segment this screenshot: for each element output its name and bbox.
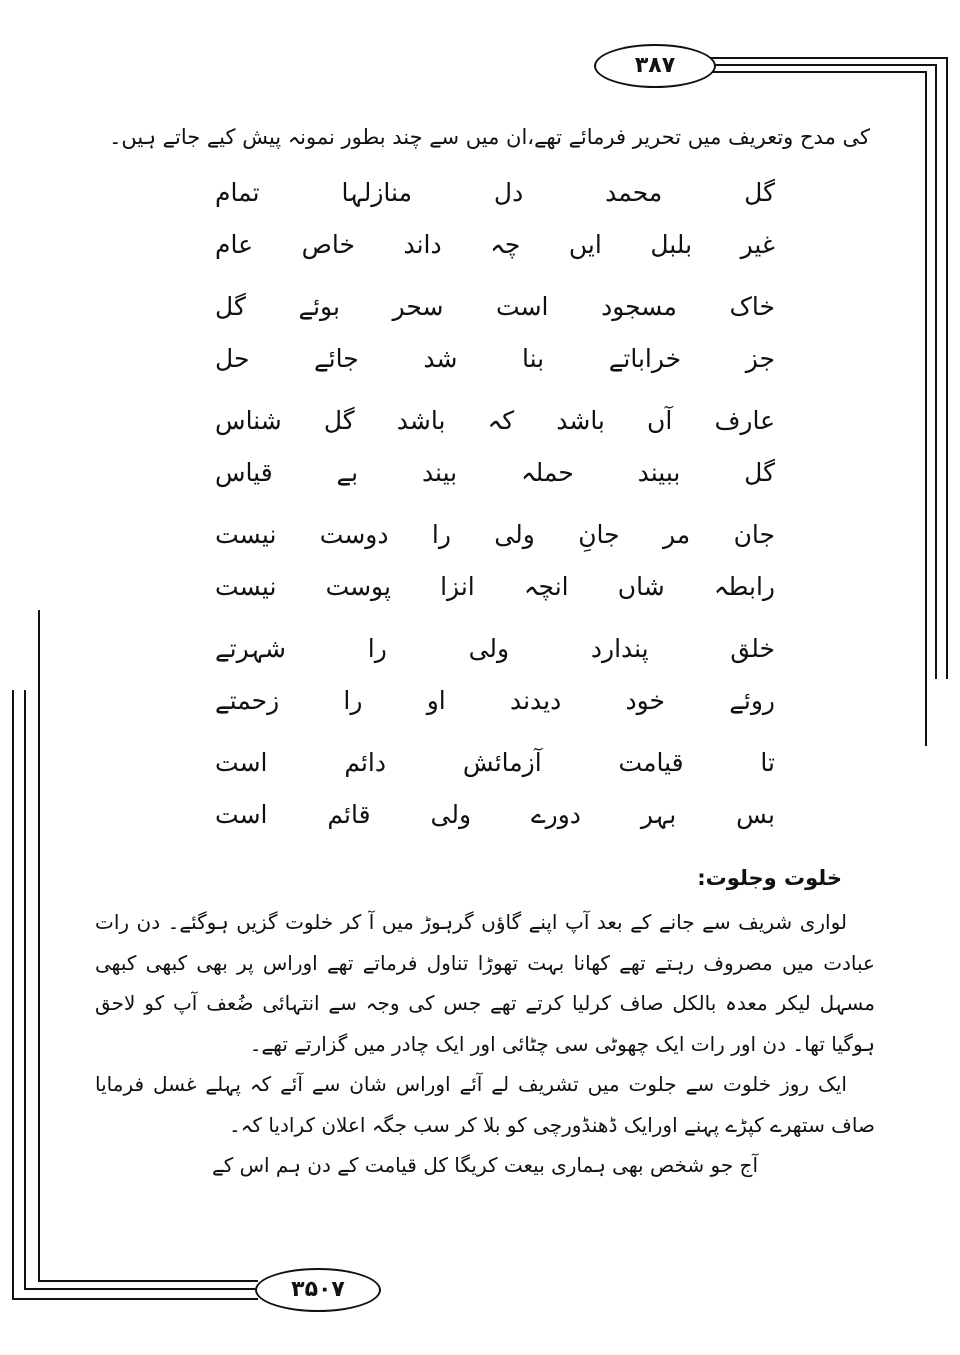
poem-word: باشد — [396, 405, 446, 435]
poem-word: منازلہا — [341, 177, 412, 207]
frame-left-line-3 — [38, 610, 40, 1282]
poem-word: را — [343, 685, 363, 715]
section-heading: خلوت وجلوت: — [697, 866, 842, 890]
poem-word: جائے — [314, 343, 359, 373]
poem-word: را — [431, 519, 451, 549]
poem-word: محمد — [605, 177, 663, 207]
paragraph-2: ایک روز خلوت سے جلوت میں تشریف لے آئے اوراس شان سے آئے کہ پہلے غسل فرمایا صاف ستھرے کپڑے پہنے اورایک ڈھنڈورچی کو بلا کر سب جگہ اعلان کرادیا کہ۔ — [95, 1072, 875, 1137]
poem-word: گل — [744, 457, 775, 487]
poem-word: ایں — [568, 229, 602, 259]
poem-word: خود — [625, 685, 665, 715]
poem-line — [215, 674, 775, 726]
poem-word: ولی — [468, 633, 510, 663]
poem-word: غیر — [740, 229, 775, 259]
frame-top-line-1 — [700, 57, 948, 59]
poem-word: تمام — [215, 177, 260, 207]
poem-word: عام — [215, 229, 254, 259]
poem-word: باشد — [556, 405, 605, 435]
poem-stanza — [215, 736, 775, 840]
poem-word: پوست — [325, 571, 391, 601]
poem-word: نیست — [215, 571, 277, 601]
poem-word: آزمائش — [462, 747, 542, 777]
poem-word: شناس — [215, 405, 282, 435]
poem-word: گل — [323, 405, 355, 435]
poem-word: است — [496, 291, 549, 321]
poem-word: قیاس — [215, 457, 273, 487]
poem-line — [215, 446, 775, 498]
poem-word: بس — [736, 799, 775, 829]
section-body — [95, 902, 875, 1186]
frame-left-line-2 — [24, 690, 26, 1290]
poem-word: رابطہ — [713, 571, 775, 601]
poem-line — [215, 218, 775, 270]
poem-word: خلق — [730, 633, 775, 663]
poem-line — [215, 332, 775, 384]
poem-word: عارف — [714, 405, 775, 435]
poem-word: چہ — [490, 229, 521, 259]
poem-word: بیند — [421, 457, 458, 487]
frame-top-line-2 — [706, 64, 937, 66]
poem-word: روئے — [729, 685, 775, 715]
poem-line — [215, 622, 775, 674]
frame-top-line-3 — [712, 71, 927, 73]
poem-word: جز — [745, 343, 775, 373]
poem-line — [215, 508, 775, 560]
poem-word: ولی — [430, 799, 472, 829]
poem-line — [215, 560, 775, 612]
poem-word: قیامت — [618, 747, 684, 777]
frame-left-line-1 — [12, 690, 14, 1300]
poem-word: دیدند — [509, 685, 562, 715]
poem-word: خاک — [729, 291, 775, 321]
poem-word: گل — [744, 177, 775, 207]
poem-word: شہرتے — [215, 633, 286, 663]
poem-word: جانِ — [578, 519, 620, 549]
poem-word: را — [367, 633, 387, 663]
poem-word: مسجود — [601, 291, 677, 321]
frame-right-line-2 — [935, 64, 937, 679]
poem-word: انزا — [440, 571, 475, 601]
poem-word: جان — [733, 519, 775, 549]
poem-word: دورے — [530, 799, 581, 829]
poem-stanza — [215, 508, 775, 612]
poem-word: سحر — [392, 291, 444, 321]
poem-word: بہر — [640, 799, 677, 829]
paragraph-1: لواری شریف سے جانے کے بعد آپ اپنے گاؤں گرہوڑ میں آ کر خلوت گزیں ہوگئے۔ دن رات عبادت میں مصروف رہتے تھے کھانا بہت تھوڑا تناول فرماتے تھے اوراس پر بھی کبھی کبھی مسہل لیکر معدہ بالکل صاف کرلیا کرتے تھے جس کی وجہ سے انتہائی ضُعف آپ کو لاحق ہوگیا تھا۔ دن اور رات ایک چھوٹی سی چٹائی اور ایک چادر میں گزارتے تھے۔ — [95, 910, 875, 1056]
poem-word: حملہ — [520, 457, 574, 487]
poem-word: نیست — [215, 519, 277, 549]
poem-word: زحمتے — [215, 685, 280, 715]
persian-poem — [215, 166, 775, 846]
page-number-top: ۳۸۷ — [594, 44, 716, 88]
poem-stanza — [215, 166, 775, 270]
poem-word: بلبل — [650, 229, 693, 259]
poem-word: انچہ — [523, 571, 569, 601]
poem-word: شاں — [617, 571, 665, 601]
page-number-bottom: ۳۵۰۷ — [255, 1268, 381, 1312]
poem-word: کہ — [487, 405, 515, 435]
poem-word: بنا — [522, 343, 545, 373]
poem-word: شد — [423, 343, 458, 373]
poem-line — [215, 166, 775, 218]
frame-right-line-3 — [925, 71, 927, 746]
poem-line — [215, 736, 775, 788]
poem-stanza — [215, 280, 775, 384]
poem-word: او — [426, 685, 446, 715]
poem-word: پندارد — [590, 633, 649, 663]
poem-word: ببیند — [637, 457, 681, 487]
frame-bottom-line-2 — [24, 1288, 258, 1290]
poem-word: است — [215, 799, 268, 829]
frame-bottom-line-3 — [12, 1298, 258, 1300]
poem-word: است — [215, 747, 268, 777]
poem-word: آں — [647, 405, 673, 435]
poem-word: خراباتے — [608, 343, 682, 373]
poem-word: داند — [403, 229, 442, 259]
poem-word: گل — [215, 291, 246, 321]
poem-word: خاص — [301, 229, 355, 259]
paragraph-3: آج جو شخص بھی ہماری بیعت کریگا کل قیامت کے دن ہم اس کے — [211, 1153, 759, 1177]
poem-word: مر — [663, 519, 691, 549]
poem-stanza — [215, 622, 775, 726]
poem-word: دائم — [344, 747, 387, 777]
poem-stanza — [215, 394, 775, 498]
poem-line — [215, 394, 775, 446]
poem-word: تا — [760, 747, 775, 777]
poem-word: ولی — [494, 519, 535, 549]
poem-line — [215, 280, 775, 332]
poem-word: بے — [336, 457, 359, 487]
poem-word: بوئے — [298, 291, 340, 321]
poem-word: دل — [493, 177, 524, 207]
poem-word: دوست — [319, 519, 389, 549]
poem-word: حل — [215, 343, 250, 373]
poem-line — [215, 788, 775, 840]
frame-bottom-line-1 — [38, 1280, 258, 1282]
intro-text: کی مدح وتعریف میں تحریر فرمائے تھے،ان میں سے چند بطور نمونہ پیش کیے جاتے ہیں۔ — [109, 125, 870, 149]
poem-word: قائم — [327, 799, 371, 829]
frame-right-line-1 — [946, 57, 948, 679]
